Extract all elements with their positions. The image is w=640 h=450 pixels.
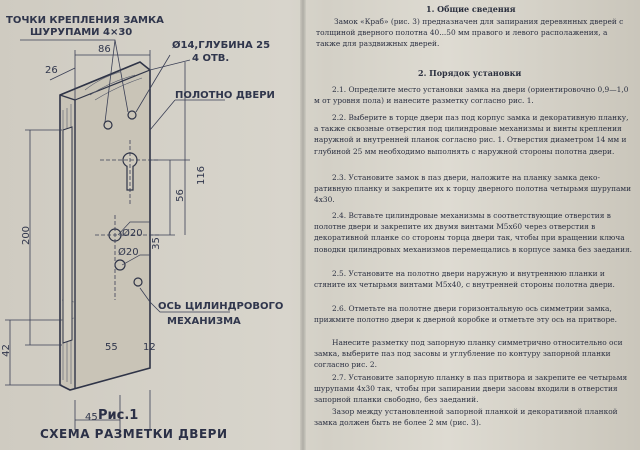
section1-heading: 1. Общие сведения bbox=[426, 4, 516, 14]
section1-body: Замок «Краб» (рис. 3) предназначен для запирания деревянных дверей с толщиной дверного полотна 40...50 мм правого и левого располажения, а также для раздвижных дверей. bbox=[316, 17, 624, 49]
label-holes: Ø14,ГЛУБИНА 25 bbox=[172, 40, 271, 51]
figure-caption-title: СХЕМА РАЗМЕТКИ ДВЕРИ bbox=[40, 427, 228, 441]
paragraph-2-6: 2.6. Отметьте на полотне двери горизонтальную ось симметрии замка, прижмите полотно двери к дверной коробке и отметьте эту ось на притворе. bbox=[314, 304, 617, 325]
paragraph-2-6-continued: Нанесите разметку под запорную планку симметрично относительно оси замка, выберите паз под засовы и углубление по контуру запорной планки согласно рис. 2. bbox=[314, 338, 623, 370]
door-marking-figure bbox=[0, 0, 300, 450]
paragraph-2-3: 2.3. Установите замок в паз двери, наложите на планку замка декоративную планку и закрепите их к торцу дверного полотна четырьмя шурупами 4х30. bbox=[314, 173, 632, 205]
label-cylinder-axis-2: МЕХАНИЗМА bbox=[167, 316, 241, 327]
dim-200: 200 bbox=[21, 225, 33, 246]
instruction-text-page bbox=[308, 0, 640, 450]
figure-caption-number: Рис.1 bbox=[98, 408, 139, 423]
paragraph-2-2: 2.2. Выберите в торце двери паз под корпус замка и декоративную планку, а также сквозные отверстия под цилиндровые механизмы и винты крепления наружной и внутренней планок согласно рис. 1. Отверстия диаметром 14 мм и глубиной 25 мм необходимо выполнять с наружной стороны полотна двери. bbox=[314, 113, 629, 156]
paragraph-2-7-continued: Зазор между установленной запорной планкой и декоративной планкой замка должен быть не более 2 мм (рис. 3). bbox=[314, 407, 618, 428]
page-fold bbox=[300, 0, 306, 450]
dim-116: 116 bbox=[196, 165, 208, 186]
paragraph-2-4: 2.4. Вставьте цилиндровые механизмы в соответствующие отверстия в полотне двери и закрепите их двумя винтами М5х60 через отверстия в декоративной планке со стороны торца двери так, чтобы при вращении ключа поводки цилиндровых механизмов перемещались в корпусе замка без заедания. bbox=[314, 211, 633, 254]
dim-d20-b: Ø20 bbox=[118, 247, 139, 258]
dim-35: 35 bbox=[150, 237, 162, 250]
paragraph-2-7: 2.7. Установите запорную планку в паз притвора и закрепите ее четырьмя шурупами 4х30 так, чтобы при запирании двери засовы входили в отверстия запорной планки свободно, без заеданий. bbox=[314, 373, 628, 405]
paragraph-2-5: 2.5. Установите на полотно двери наружную и внутреннюю планки и стяните их четырьмя винтами М5х40, с внутренней стороны полотна двери. bbox=[314, 269, 615, 290]
section2-heading: 2. Порядок установки bbox=[418, 68, 522, 78]
label-door-leaf: ПОЛОТНО ДВЕРИ bbox=[175, 90, 275, 101]
paragraph-2-1: 2.1. Определите место установки замка на двери (ориентировочно 0,9—1,0 м от уровня пола) и нанесите разметку согласно рис. 1. bbox=[314, 85, 629, 106]
dim-26: 26 bbox=[45, 65, 58, 76]
label-holes-count: 4 ОТВ. bbox=[192, 53, 230, 64]
label-mount-points: ТОЧКИ КРЕПЛЕНИЯ ЗАМКА bbox=[6, 15, 164, 26]
dim-55: 55 bbox=[105, 342, 118, 353]
dim-12: 12 bbox=[143, 342, 156, 353]
dim-56: 56 bbox=[174, 189, 186, 202]
dim-45: 45 bbox=[85, 412, 98, 423]
dim-42: 42 bbox=[0, 344, 12, 357]
label-cylinder-axis-1: ОСЬ ЦИЛИНДРОВОГО bbox=[158, 301, 284, 312]
dim-86: 86 bbox=[98, 44, 111, 55]
dim-d20-a: Ø20 bbox=[122, 228, 143, 239]
label-mount-screws: ШУРУПАМИ 4×30 bbox=[30, 27, 133, 38]
